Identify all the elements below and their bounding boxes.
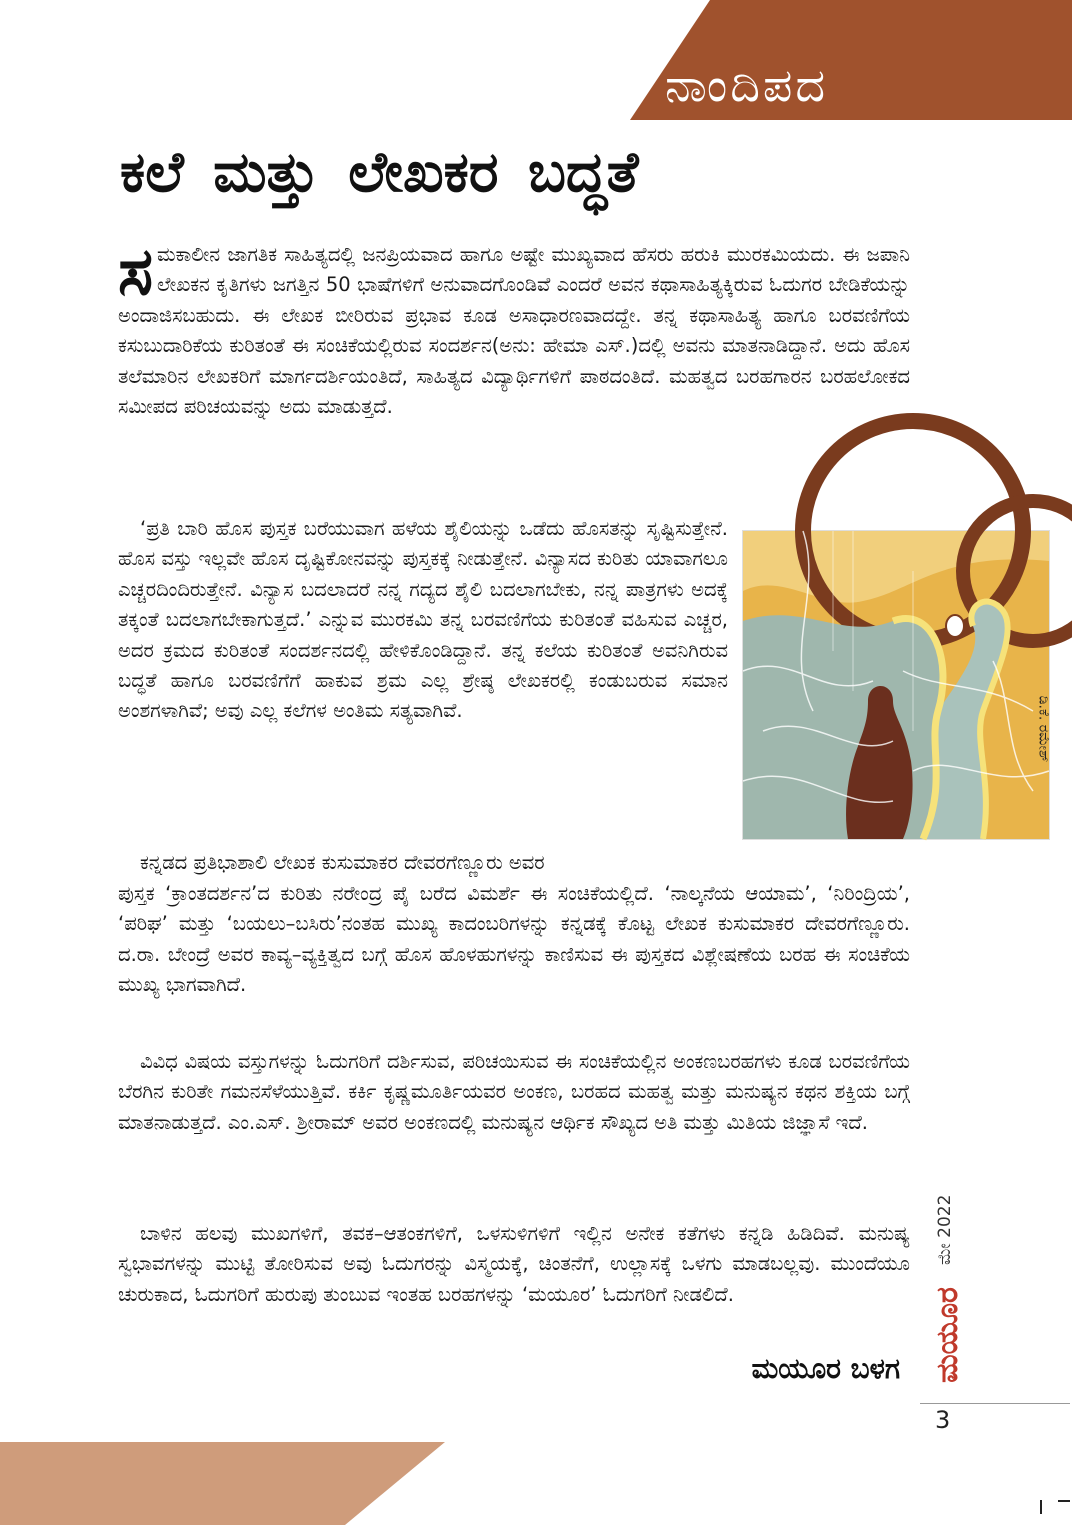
- page-number: 3: [935, 1406, 951, 1434]
- paragraph-intro-text: ಮಕಾಲೀನ ಜಾಗತಿಕ ಸಾಹಿತ್ಯದಲ್ಲಿ ಜನಪ್ರಿಯವಾದ ಹಾಗೂ ಅಷ್ಟೇ ಮುಖ್ಯವಾದ ಹೆಸರು ಹರುಕಿ ಮುರಕಮಿಯದು. ಈ ಜಪಾನಿ ಲೇಖಕನ ಕೃತಿಗಳು ಜಗತ್ತಿನ 50 ಭಾಷೆಗಳಿಗೆ ಅನುವಾದಗೊಂಡಿವೆ ಎಂದರೆ ಅವನ ಕಥಾಸಾಹಿತ್ಯಕ್ಕಿರುವ ಓದುಗರ ಬೇಡಿಕೆಯನ್ನು ಅಂದಾಜಿಸಬಹುದು. ಈ ಲೇಖಕ ಬೀರಿರುವ ಪ್ರಭಾವ ಕೂಡ ಅಸಾಧಾರಣವಾದದ್ದೇ. ತನ್ನ ಕಥಾಸಾಹಿತ್ಯ ಹಾಗೂ ಬರವಣಿಗೆಯ ಕಸುಬುದಾರಿಕೆಯ ಕುರಿತಂತೆ ಈ ಸಂಚಿಕೆಯಲ್ಲಿರುವ ಸಂದರ್ಶನ(ಅನು: ಹೇಮಾ ಎಸ್.)ದಲ್ಲಿ ಅವನು ಮಾತನಾಡಿದ್ದಾನೆ. ಅದು ಹೊಸ ತಲೆಮಾರಿನ ಲೇಖಕರಿಗೆ ಮಾರ್ಗದರ್ಶಿಯಂತಿದೆ, ಸಾಹಿತ್ಯದ ವಿದ್ಯಾರ್ಥಿಗಳಿಗೆ ಪಾಠದಂತಿದೆ. ಮಹತ್ವದ ಬರಹಗಾರನ ಬರಹಲೋಕದ ಸಮೀಪದ ಪರಿಚಯವನ್ನು ಅದು ಮಾಡುತ್ತದೆ.: [118, 243, 910, 419]
- paragraph-review: ಪುಸ್ತಕ ‘ಕ್ರಾಂತದರ್ಶನ’ದ ಕುರಿತು ನರೇಂದ್ರ ಪೈ ಬರೆದ ವಿಮರ್ಶೆ ಈ ಸಂಚಿಕೆಯಲ್ಲಿದೆ. ‘ನಾಲ್ಕನೆಯ ಆಯಾಮ’, ‘ನಿರಿಂದ್ರಿಯ’, ‘ಪರಿಘ’ ಮತ್ತು ‘ಬಯಲು–ಬಸಿರು’ನಂತಹ ಮುಖ್ಯ ಕಾದಂಬರಿಗಳನ್ನು ಕನ್ನಡಕ್ಕೆ ಕೊಟ್ಟ ಲೇಖಕ ಕುಸುಮಾಕರ ದೇವರಗೆಣ್ಣೂರು. ದ.ರಾ. ಬೇಂದ್ರೆ ಅವರ ಕಾವ್ಯ–ವ್ಯಕ್ತಿತ್ವದ ಬಗ್ಗೆ ಹೊಸ ಹೊಳಹುಗಳನ್ನು ಕಾಣಿಸುವ ಈ ಪುಸ್ತಕದ ವಿಶ್ಲೇಷಣೆಯ ಬರಹ ಈ ಸಂಚಿಕೆಯ ಮುಖ್ಯ ಭಾಗವಾಗಿದೆ.: [118, 882, 910, 997]
- paragraph-stories: ಬಾಳಿನ ಹಲವು ಮುಖಗಳಿಗೆ, ತವಕ–ಆತಂಕಗಳಿಗೆ, ಒಳಸುಳಿಗಳಿಗೆ ಇಲ್ಲಿನ ಅನೇಕ ಕತೆಗಳು ಕನ್ನಡಿ ಹಿಡಿದಿವೆ. ಮನುಷ್ಯ ಸ್ವಭಾವಗಳನ್ನು ಮುಟ್ಟಿ ತೋರಿಸುವ ಅವು ಓದುಗರನ್ನು ವಿಸ್ಮಯಕ್ಕೆ, ಚಿಂತನೆಗೆ, ಉಲ್ಲಾಸಕ್ಕೆ ಒಳಗು ಮಾಡಬಲ್ಲವು. ಮುಂದೆಯೂ ಚುರುಕಾದ, ಓದುಗರಿಗೆ ಹುರುಪು ತುಂಬುವ ಇಂತಹ ಬರಹಗಳನ್ನು ‘ಮಯೂರ’ ಓದುಗರಿಗೆ ನೀಡಲಿದೆ.: [118, 1222, 910, 1306]
- artist-credit: ಡಿ.ಕೆ. ರಮೇಶ್: [1035, 695, 1052, 763]
- drop-cap: ಸ: [118, 233, 154, 310]
- paragraph-intro: [118, 233, 910, 422]
- crop-mark-bottom: [1040, 1500, 1042, 1514]
- paragraph-columns: ವಿವಿಧ ವಿಷಯ ವಸ್ತುಗಳನ್ನು ಓದುಗರಿಗೆ ದರ್ಶಿಸುವ, ಪರಿಚಯಿಸುವ ಈ ಸಂಚಿಕೆಯಲ್ಲಿನ ಅಂಕಣಬರಹಗಳು ಕೂಡ ಬರವಣಿಗೆಯ ಬೆರಗಿನ ಕುರಿತೇ ಗಮನಸೆಳೆಯುತ್ತಿವೆ. ಕರ್ಕಿ ಕೃಷ್ಣಮೂರ್ತಿಯವರ ಅಂಕಣ, ಬರಹದ ಮಹತ್ವ ಮತ್ತು ಮನುಷ್ಯನ ಕಥನ ಶಕ್ತಿಯ ಬಗ್ಗೆ ಮಾತನಾಡುತ್ತದೆ. ಎಂ.ಎಸ್. ಶ್ರೀರಾಮ್ ಅವರ ಅಂಕಣದಲ್ಲಿ ಮನುಷ್ಯನ ಆರ್ಥಿಕ ಸೌಖ್ಯದ ಅತಿ ಮತ್ತು ಮಿತಿಯ ಜಿಜ್ಞಾಸೆ ಇದೆ.: [118, 1050, 910, 1134]
- artwork-svg: [743, 531, 1049, 839]
- section-title: ನಾಂದಿಪದ: [665, 58, 829, 112]
- paragraph-review-lead: ಕನ್ನಡದ ಪ್ರತಿಭಾಶಾಲಿ ಲೇಖಕ ಕುಸುಮಾಕರ ದೇವರಗೆಣ್ಣೂರು ಅವರ: [140, 851, 545, 874]
- artwork-illustration: [742, 530, 1050, 840]
- article-signature: ಮಯೂರ ಬಳಗ: [751, 1352, 900, 1385]
- crop-mark-bottom-dash: [1058, 1500, 1070, 1502]
- page-number-rule: [920, 1403, 1070, 1404]
- paragraph-quote: ‘ಪ್ರತಿ ಬಾರಿ ಹೊಸ ಪುಸ್ತಕ ಬರೆಯುವಾಗ ಹಳೆಯ ಶೈಲಿಯನ್ನು ಒಡೆದು ಹೊಸತನ್ನು ಸೃಷ್ಟಿಸುತ್ತೇನೆ. ಹೊಸ ವಸ್ತು ಇಲ್ಲವೇ ಹೊಸ ದೃಷ್ಟಿಕೋನವನ್ನು ಪುಸ್ತಕಕ್ಕೆ ನೀಡುತ್ತೇನೆ. ವಿನ್ಯಾಸದ ಕುರಿತು ಯಾವಾಗಲೂ ಎಚ್ಚರದಿಂದಿರುತ್ತೇನೆ. ವಿನ್ಯಾಸ ಬದಲಾದರೆ ನನ್ನ ಗದ್ಯದ ಶೈಲಿ ಬದಲಾಗಬೇಕು, ನನ್ನ ಪಾತ್ರಗಳು ಅದಕ್ಕೆ ತಕ್ಕಂತೆ ಬದಲಾಗಬೇಕಾಗುತ್ತದೆ.’ ಎನ್ನುವ ಮುರಕಮಿ ತನ್ನ ಬರವಣಿಗೆಯ ಕುರಿತಂತೆ ವಹಿಸುವ ಎಚ್ಚರ, ಅದರ ಕ್ರಮದ ಕುರಿತಂತೆ ಸಂದರ್ಶನದಲ್ಲಿ ಹೇಳಿಕೊಂಡಿದ್ದಾನೆ. ತನ್ನ ಕಲೆಯ ಕುರಿತಂತೆ ಅವನಿಗಿರುವ ಬದ್ಧತೆ ಹಾಗೂ ಬರವಣಿಗೆಗೆ ಹಾಕುವ ಶ್ರಮ ಎಲ್ಲ ಶ್ರೇಷ್ಠ ಲೇಖಕರಲ್ಲಿ ಕಂಡುಬರುವ ಸಮಾನ ಅಂಶಗಳಾಗಿವೆ; ಅವು ಎಲ್ಲ ಕಲೆಗಳ ಅಂತಿಮ ಸತ್ಯವಾಗಿವೆ.: [118, 517, 728, 723]
- issue-date: ಮೇ 2022: [935, 1194, 955, 1265]
- footer-band: [0, 1442, 445, 1525]
- magazine-logo: ಮಯೂರ: [930, 1287, 965, 1383]
- article-title: ಕಲೆ ಮತ್ತು ಲೇಖಕರ ಬದ್ಧತೆ: [120, 140, 639, 205]
